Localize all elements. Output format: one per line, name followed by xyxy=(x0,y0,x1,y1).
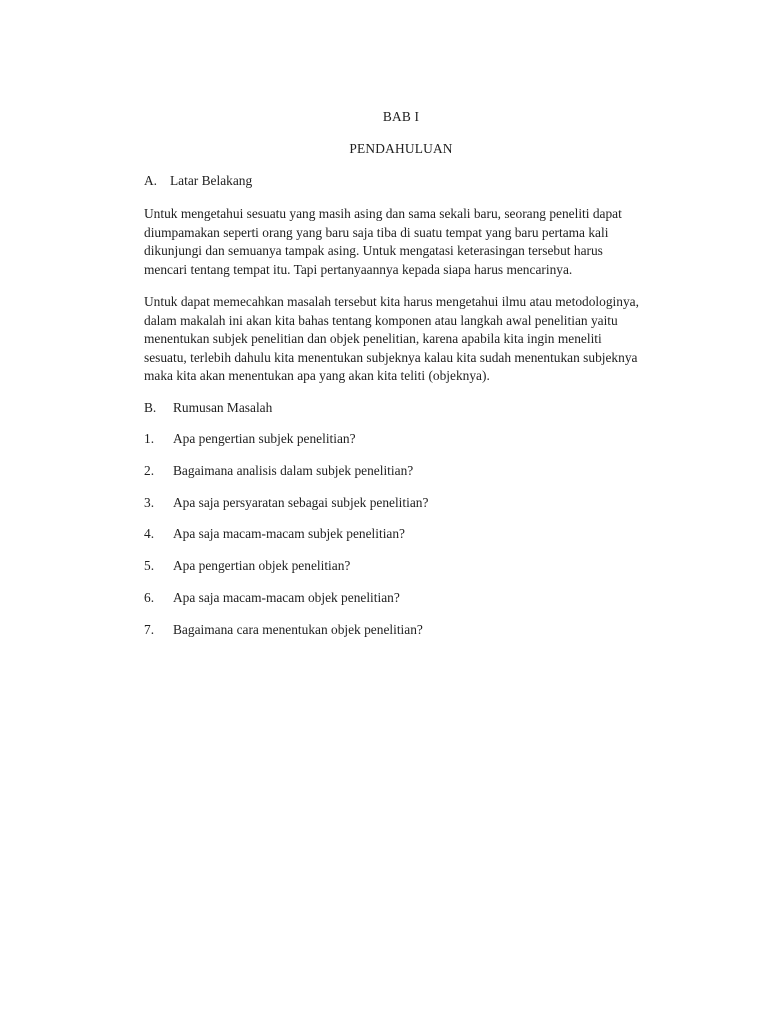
list-item xyxy=(144,462,413,480)
list-item xyxy=(144,525,405,543)
paragraph-line: Untuk dapat memecahkan masalah tersebut kita harus mengetahui ilmu atau metodologinya, xyxy=(144,294,639,309)
list-item xyxy=(144,430,356,448)
paragraph-line: dalam makalah ini akan kita bahas tentang komponen atau langkah awal penelitian yaitu xyxy=(144,312,618,328)
paragraph-line: maka kita akan menentukan apa yang akan kita teliti (objeknya). xyxy=(144,368,490,383)
item-text: Apa pengertian objek penelitian? xyxy=(173,558,351,573)
paragraph-line: sesuatu, terlebih dahulu kita menentukan subjeknya kalau kita sudah menentukan subjeknya xyxy=(144,349,638,365)
section-heading-rumusan-masalah xyxy=(144,399,658,417)
list-item xyxy=(144,621,423,639)
list-item xyxy=(144,494,428,512)
chapter-title: PENDAHULUAN xyxy=(349,141,453,156)
section-letter: B. xyxy=(144,400,157,415)
paragraph-method xyxy=(144,293,662,386)
item-text: Bagaimana cara menentukan objek penelitian? xyxy=(173,622,423,637)
list-item xyxy=(144,589,400,607)
chapter-number: BAB I xyxy=(382,109,420,124)
paragraph-line: diumpamakan seperti orang yang baru saja tiba di suatu tempat yang baru pertama kali xyxy=(144,224,609,240)
list-item xyxy=(144,557,350,575)
item-number: 7. xyxy=(144,622,155,637)
section-letter: A. xyxy=(144,173,158,188)
item-text: Apa pengertian subjek penelitian? xyxy=(173,431,356,446)
paragraph-line: dikunjungi dan semuanya tampak asing. Untuk mengatasi keterasingan tersebut harus xyxy=(144,243,603,258)
item-number: 5. xyxy=(144,558,155,573)
item-text: Apa saja persyaratan sebagai subjek penelitian? xyxy=(173,495,429,510)
item-text: Bagaimana analisis dalam subjek penelitian? xyxy=(173,463,414,478)
item-text: Apa saja macam-macam objek penelitian? xyxy=(173,590,400,605)
paragraph-line: menentukan subjek penelitian dan objek penelitian, karena apabila kita ingin meneliti xyxy=(144,331,602,346)
item-number: 3. xyxy=(144,495,155,510)
item-text: Apa saja macam-macam subjek penelitian? xyxy=(173,526,406,541)
paragraph-background xyxy=(144,205,662,279)
paragraph-line: Untuk mengetahui sesuatu yang masih asing dan sama sekali baru, seorang peneliti dapat xyxy=(144,206,622,221)
item-number: 1. xyxy=(144,431,155,446)
section-title: Latar Belakang xyxy=(170,173,253,188)
item-number: 4. xyxy=(144,526,155,541)
paragraph-line: mencari tentang tempat itu. Tapi pertanyaannya kepada siapa harus mencarinya. xyxy=(144,261,573,277)
section-heading-latar-belakang xyxy=(144,172,658,190)
item-number: 2. xyxy=(144,463,155,478)
section-title: Rumusan Masalah xyxy=(173,400,273,415)
item-number: 6. xyxy=(144,590,155,605)
